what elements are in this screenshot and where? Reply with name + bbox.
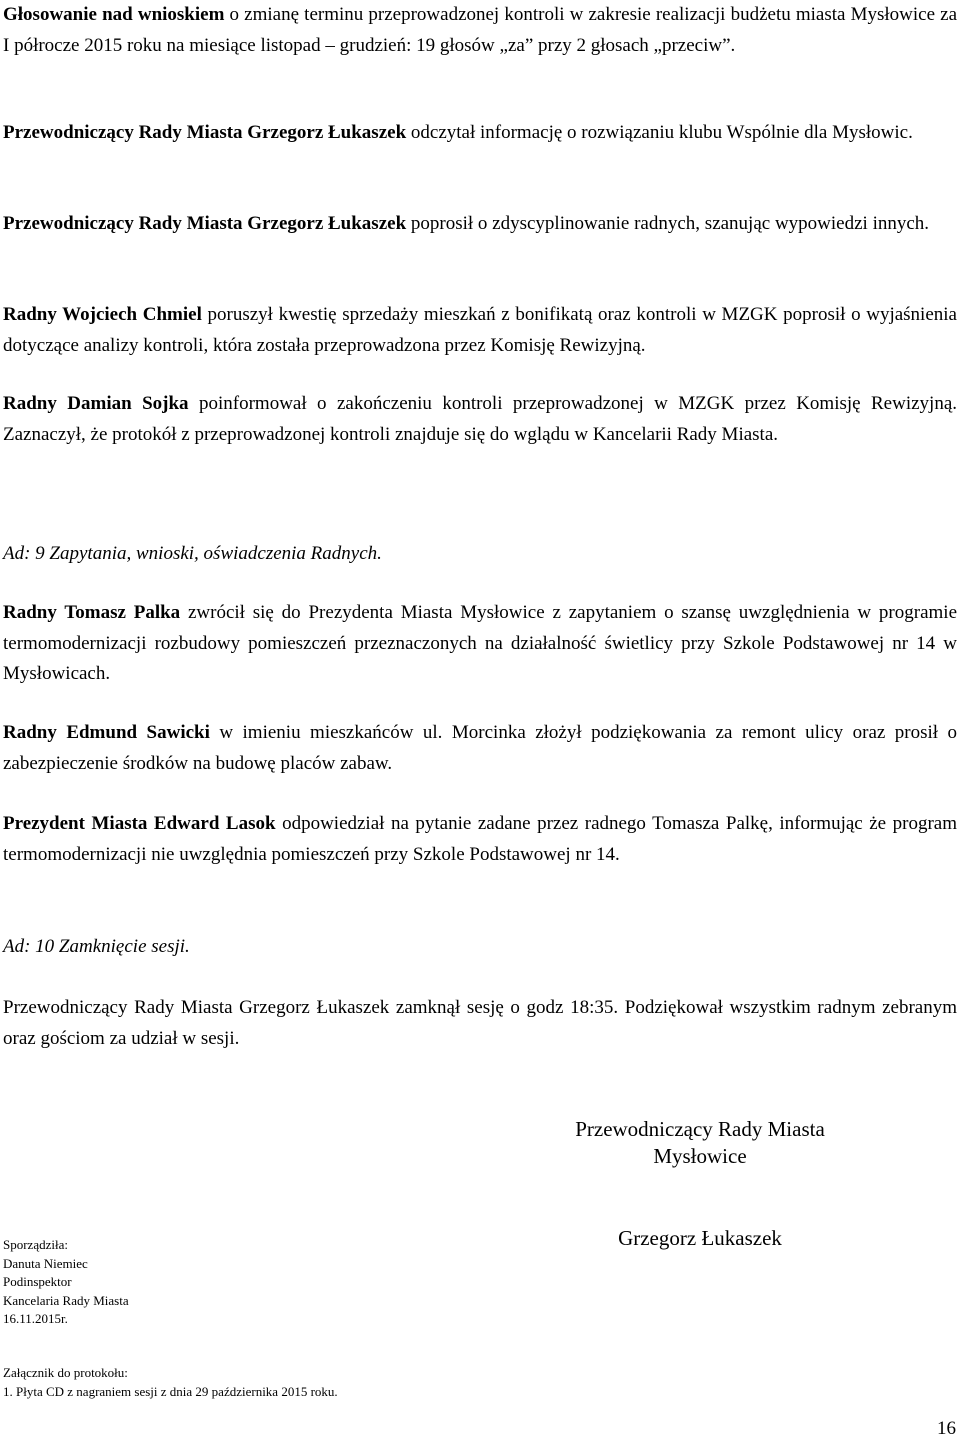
page-number: 16 — [937, 1418, 956, 1439]
section-heading-9: Ad: 9 Zapytania, wnioski, oświadczenia Radnych. — [3, 543, 382, 564]
prepared-position: Podinspektor — [3, 1274, 72, 1289]
section-heading-10: Ad: 10 Zamknięcie sesji. — [3, 936, 190, 957]
paragraph-closing: Przewodniczący Rady Miasta Grzegorz Łukaszek zamknął sesję o godz 18:35. Podziękował wszystkim radnym zebranym oraz gościom za udział w sesji. — [3, 997, 957, 1049]
paragraph-text: poruszył kwestię sprzedaży mieszkań z bonifikatą oraz kontroli w MZGK poprosił o wyjaśnienia dotyczące analizy kontroli, która została przeprowadzona przez Komisję Rewizyjną. — [3, 304, 957, 356]
paragraph-lasok — [3, 809, 957, 870]
paragraph-text: odpowiedział na pytanie zadane przez radnego Tomasza Palkę, informując że program termomodernizacji nie uwzględnia pomieszczeń przy Szkole Podstawowej nr 14. — [3, 813, 957, 865]
paragraph-text: o zmianę terminu przeprowadzonej kontroli w zakresie realizacji budżetu miasta Mysłowice za I półrocze 2015 roku na miesiące listopad – grudzień: 19 głosów „za” przy 2 głosach „przeciw”. — [3, 4, 958, 56]
paragraph-vote — [3, 0, 957, 61]
paragraph-speaker: Przewodniczący Rady Miasta Grzegorz Łukaszek — [3, 122, 407, 143]
paragraph-discipline — [3, 209, 957, 240]
paragraph-speaker: Prezydent Miasta Edward Lasok — [3, 813, 276, 834]
prepared-office: Kancelaria Rady Miasta — [3, 1292, 129, 1308]
paragraph-speaker: Radny Damian Sojka — [3, 393, 189, 414]
paragraph-text: odczytał informację o rozwiązaniu klubu Wspólnie dla Mysłowic. — [406, 122, 913, 143]
signature-title — [520, 1116, 880, 1170]
paragraph-speaker: Radny Edmund Sawicki — [3, 722, 210, 743]
paragraph-speaker: Radny Wojciech Chmiel — [3, 304, 202, 325]
attachment-item: 1. Płyta CD z nagraniem sesji z dnia 29 października 2015 roku. — [3, 1383, 338, 1399]
prepared-name: Danuta Niemiec — [3, 1255, 88, 1271]
prepared-label: Sporządziła: — [3, 1237, 68, 1252]
paragraph-speaker: Głosowanie nad wnioskiem — [3, 4, 225, 25]
attachment-block — [3, 1364, 338, 1401]
paragraph-text: zwrócił się do Prezydenta Miasta Mysłowice z zapytaniem o szansę uwzględnienia w programie termomodernizacji rozbudowy pomieszczeń przeznaczonych na działalność świetlicy przy Szkole Podstawowej nr 14 w Mysłowicach. — [3, 602, 958, 684]
paragraph-chmiel — [3, 300, 957, 361]
paragraph-text: poprosił o zdyscyplinowanie radnych, szanując wypowiedzi innych. — [406, 213, 930, 234]
signature-name: Grzegorz Łukaszek — [618, 1226, 782, 1250]
paragraph-speaker: Przewodniczący Rady Miasta Grzegorz Łukaszek — [3, 213, 407, 234]
paragraph-palka — [3, 598, 957, 690]
prepared-by-block — [3, 1236, 129, 1329]
attachment-label: Załącznik do protokołu: — [3, 1365, 128, 1380]
paragraph-speaker: Radny Tomasz Palka — [3, 602, 181, 623]
paragraph-club-info — [3, 118, 957, 149]
paragraph-text: poinformował o zakończeniu kontroli przeprowadzonej w MZGK przez Komisję Rewizyjną. Zaznaczył, że protokół z przeprowadzonej kontroli znajduje się do wglądu w Kancelarii Rady Miasta. — [3, 393, 958, 445]
paragraph-sawicki — [3, 718, 957, 779]
paragraph-sojka — [3, 389, 957, 450]
paragraph-text: w imieniu mieszkańców ul. Morcinka złożył podziękowania za remont ulicy oraz prosił o zabezpieczenie środków na budowę placów zabaw. — [3, 722, 958, 774]
signature-title-line2: Mysłowice — [653, 1144, 747, 1168]
signature-title-line1: Przewodniczący Rady Miasta — [575, 1117, 825, 1141]
prepared-date: 16.11.2015r. — [3, 1311, 68, 1326]
